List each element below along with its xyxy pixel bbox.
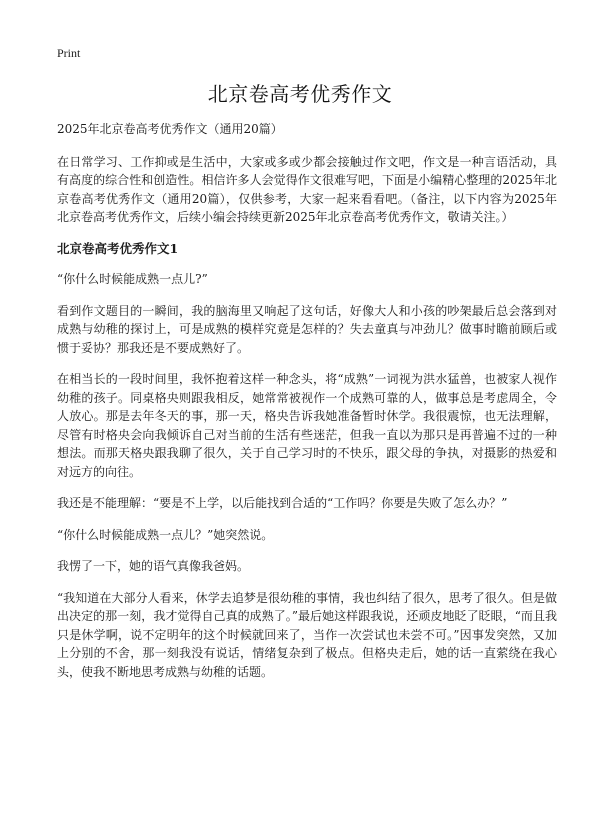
essay-paragraph: 我愣了一下，她的语气真像我爸妈。: [57, 559, 250, 573]
article-body: [57, 120, 557, 694]
essay-paragraph: 我还是不能理解：“要是不上学，以后能找到合适的“工作吗？你要是失败了怎么办？”: [57, 496, 508, 510]
essay-paragraph: 在相当长的一段时间里，我怀抱着这样一种念头，将“成熟”一词视为洪水猛兽，也被家人视作幼稚的孩子。同桌格央则跟我相反，她常常被视作一个成熟可靠的人，做事总是考虑周全，令人放心。那是去年冬天的事，那一天，格央告诉我她准备暂时休学。我很震惊，也无法理解，尽管有时格央会向我倾诉自己对当前的生活有些迷茫，但我一直以为那只是再普遍不过的一种想法。而那天格央跟我聊了很久，关于自己学习时的不快乐，跟父母的争执，对摄影的热爱和对远方的向往。: [57, 372, 557, 479]
essay-paragraph: 看到作文题目的一瞬间，我的脑海里又响起了这句话，好像大人和小孩的吵架最后总会落到对成熟与幼稚的探讨上，可是成熟的模样究竟是怎样的？失去童真与冲劲儿？做事时瞻前顾后或惯于妥协？那我还是不要成熟好了。: [57, 303, 557, 355]
print-link[interactable]: Print: [57, 46, 81, 60]
essay-paragraph: “你什么时候能成熟一点儿？”她突然说。: [57, 527, 274, 542]
section-heading: 北京卷高考优秀作文1: [57, 240, 179, 256]
essay-paragraph: “你什么时候能成熟一点儿?”: [57, 272, 208, 286]
page-title: 北京卷高考优秀作文: [207, 82, 393, 106]
intro-paragraph: 在日常学习、工作抑或是生活中，大家或多或少都会接触过作文吧，作文是一种言语活动，具有高度的综合性和创造性。相信许多人会觉得作文很难写吧，下面是小编精心整理的2025年北京卷高考优秀作文（通用20篇），仅供参考，大家一起来看看吧。（备注，以下内容为2025年北京卷高考优秀作文，后续小编会持续更新2025年北京卷高考优秀作文，敬请关注。）: [57, 154, 557, 224]
article-subtitle: 2025年北京卷高考优秀作文（通用20篇）: [57, 122, 283, 136]
essay-paragraph: “我知道在大部分人看来，休学去追梦是很幼稚的事情，我也纠结了很久，思考了很久。但是做出决定的那一刻，我才觉得自己真的成熟了。”最后她这样跟我说，还顽皮地眨了眨眼，“而且我只是休学啊，说不定明年的这个时候就回来了，当作一次尝试也未尝不可。”因事发突然，又加上分别的不舍，那一刻我没有说话，情绪复杂到了极点。但格央走后，她的话一直萦绕在我心头，使我不断地思考成熟与幼稚的话题。: [57, 590, 557, 679]
